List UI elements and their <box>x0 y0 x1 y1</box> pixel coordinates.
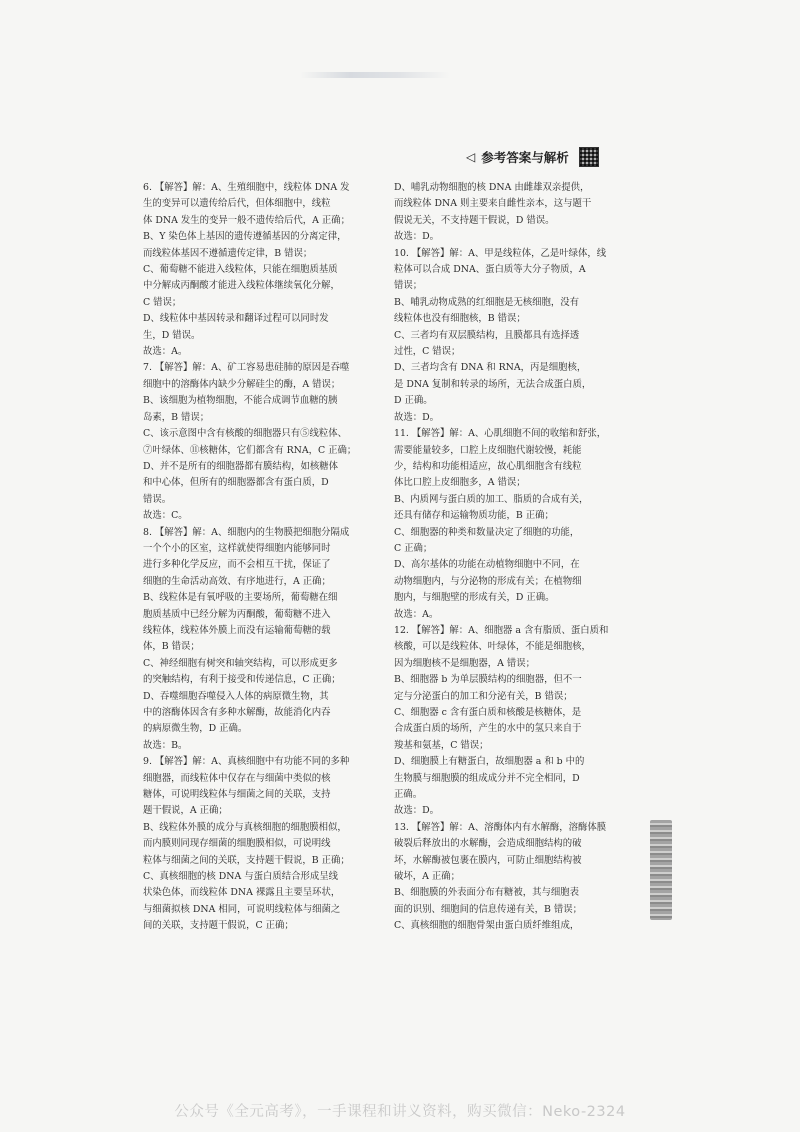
right-answer-block <box>394 820 620 935</box>
answer-line: B、该细胞为植物细胞，不能合成调节血糖的胰 <box>143 395 338 407</box>
answer-line: 故选：D。 <box>394 805 440 817</box>
answer-line: 粒体可以合成 DNA、蛋白质等大分子物质，A <box>394 264 586 276</box>
answer-line: C 正确； <box>394 542 433 554</box>
answer-line: C、葡萄糖不能进入线粒体，只能在细胞质基质 <box>143 264 338 276</box>
answer-line: 进行多种化学反应，而不会相互干扰，保证了 <box>143 559 331 571</box>
answer-line: 破裂后释放出的水解酶，会造成细胞结构的破 <box>394 838 582 850</box>
answer-line: 需要能量较多，口腔上皮细胞代谢较慢，耗能 <box>394 444 582 456</box>
answer-line: C、细胞器 c 含有蛋白质和核酸是核糖体，是 <box>394 707 582 718</box>
answer-line: 过性，C 错误； <box>394 346 461 358</box>
answer-line: 是 DNA 复制和转录的场所，无法合成蛋白质， <box>394 378 592 390</box>
answer-line: 生，D 错误。 <box>143 329 201 341</box>
answer-line: 10. 【解答】解：A、甲是线粒体，乙是叶绿体，线 <box>394 247 607 259</box>
answer-line: D、高尔基体的功能在动植物细胞中不同，在 <box>394 559 580 571</box>
answer-line: 中分解成丙酮酸才能进入线粒体继续氧化分解， <box>143 280 340 292</box>
answer-line: 胞内，与细胞壁的形成有关，D 正确。 <box>394 592 555 604</box>
answer-line: 错误。 <box>143 493 172 505</box>
watermark-text: 公众号《全元高考》，一手课程和讲义资料，购买微信：Neko-2324 <box>174 1104 626 1120</box>
answer-line: C、真核细胞的细胞骨架由蛋白质纤维组成， <box>394 920 580 932</box>
answer-line: 核酸，可以是线粒体、叶绿体，不能是细胞核， <box>394 641 591 653</box>
answer-line: C、三者均有双层膜结构，且膜都具有选择透 <box>394 329 580 341</box>
answer-line: B、Y 染色体上基因的遗传遵循基因的分离定律， <box>143 231 347 243</box>
answer-line: 生的变异可以遗传给后代，但体细胞中，线粒 <box>143 198 331 210</box>
answer-line: 故选：A。 <box>394 608 439 620</box>
left-answer-block <box>143 754 369 934</box>
answer-line: 12. 【解答】解：A、细胞器 a 含有脂质、蛋白质和 <box>394 624 609 636</box>
answer-line: 11. 【解答】解：A、心肌细胞不间的收缩和舒张， <box>394 428 607 440</box>
answer-line: D、哺乳动物细胞的核 DNA 由雌雄双亲提供， <box>394 182 590 193</box>
answer-line: 的突触结构，有利于接受和传递信息，C 正确； <box>143 674 341 686</box>
answer-line: 题干假说，A 正确； <box>143 805 228 817</box>
answer-line: 8. 【解答】解：A、细胞内的生物膜把细胞分隔成 <box>143 526 350 538</box>
left-answer-column <box>143 180 369 935</box>
answer-line: 而内膜则同现存细菌的细胞膜相似，可说明线 <box>143 838 331 850</box>
answer-line: 而线粒体基因不遵循遗传定律，B 错误； <box>143 247 313 259</box>
answer-line: B、哺乳动物成熟的红细胞是无核细胞，没有 <box>394 296 580 308</box>
answer-line: B、细胞膜的外表面分布有糖被，其与细胞表 <box>394 887 580 899</box>
right-answer-block <box>394 246 620 426</box>
answer-line: 线粒体，线粒体外膜上而没有运输葡萄糖的载 <box>143 624 331 636</box>
answer-line: 一个个小的区室，这样就使得细胞内能够同时 <box>143 542 331 554</box>
answer-line: 故选：D。 <box>394 231 440 243</box>
answer-line: 的病原微生物，D 正确。 <box>143 723 248 735</box>
answer-line: 坏，水解酶被包裹在膜内，可防止细胞结构被 <box>394 854 582 866</box>
answer-line: 体 DNA 发生的变异一般不遗传给后代，A 正确； <box>143 214 350 226</box>
right-answer-block <box>394 426 620 623</box>
page-header <box>466 146 606 168</box>
answer-line: C、真核细胞的核 DNA 与蛋白质结合形成呈线 <box>143 871 338 883</box>
answer-line: 粒体与细菌之间的关联，支持题干假说，B 正确； <box>143 854 350 866</box>
answer-line: 正确。 <box>394 789 423 801</box>
answer-line: 岛素，B 错误； <box>143 411 210 423</box>
answer-line: 细胞中的溶酶体内缺少分解硅尘的酶，A 错误； <box>143 378 341 390</box>
answer-line: 糖体，可说明线粒体与细菌之间的关联，支持 <box>143 789 331 801</box>
answer-line: 面的识别、细胞间的信息传递有关，B 错误； <box>394 903 582 915</box>
answer-line: 13. 【解答】解：A、溶酶体内有水解酶，溶酶体膜 <box>394 821 607 833</box>
answer-line: 故选：C。 <box>143 510 188 522</box>
answer-line: 线粒体也没有细胞核，B 错误； <box>394 313 526 325</box>
answer-line: 细胞的生命活动高效、有序地进行，A 正确； <box>143 575 331 587</box>
answer-line: 羧基和氨基，C 错误； <box>394 739 489 751</box>
qr-code-icon <box>579 147 599 167</box>
answer-line: 错误； <box>394 280 423 292</box>
answer-line: 9. 【解答】解：A、真核细胞中有功能不同的多种 <box>143 756 350 768</box>
answer-line: 还具有储存和运输物质功能，B 正确； <box>394 510 554 522</box>
answer-line: 少，结构和功能相适应，故心肌细胞含有线粒 <box>394 460 582 472</box>
answer-line: 6. 【解答】解：A、生殖细胞中，线粒体 DNA 发 <box>143 182 350 193</box>
left-answer-block <box>143 360 369 524</box>
answer-line: 合成蛋白质的场所，产生的水中的氢只来自于 <box>394 723 582 735</box>
answer-line: B、线粒体是有氧呼吸的主要场所，葡萄糖在细 <box>143 592 338 604</box>
answer-line: 与细菌拟核 DNA 相同，可说明线粒体与细菌之 <box>143 903 341 915</box>
answer-line: 细胞器，而线粒体中仅存在与细菌中类似的核 <box>143 772 331 784</box>
answer-line: 胞质基质中已经分解为丙酮酸，葡萄糖不进入 <box>143 608 331 620</box>
answer-line: C、神经细胞有树突和轴突结构，可以形成更多 <box>143 657 338 669</box>
answer-line: D、细胞膜上有糖蛋白，故细胞器 a 和 b 中的 <box>394 756 585 768</box>
answer-line: 生物膜与细胞膜的组成成分并不完全相同，D <box>394 772 580 784</box>
answer-line: 中的溶酶体因含有多种水解酶，故能消化内吞 <box>143 707 331 718</box>
answer-line: D、线粒体中基因转录和翻译过程可以同时发 <box>143 313 329 325</box>
answer-line: 体比口腔上皮细胞多，A 错误； <box>394 477 526 489</box>
answer-line: 因为细胞核不是细胞器，A 错误； <box>394 657 536 669</box>
answer-line: D、三者均含有 DNA 和 RNA，丙是细胞核， <box>394 362 587 374</box>
triangle-arrow-icon: ◁ <box>466 150 476 164</box>
right-answer-block <box>394 623 620 820</box>
answer-line: ⑦叶绿体、⑪核糖体，它们都含有 RNA，C 正确； <box>143 444 357 456</box>
right-answer-column <box>394 180 620 935</box>
answer-line: 状染色体，而线粒体 DNA 裸露且主要呈环状， <box>143 887 341 899</box>
answer-line: 间的关联，支持题干假说，C 正确； <box>143 920 294 932</box>
right-answer-block <box>394 180 620 246</box>
answer-line: B、细胞器 b 为单层膜结构的细胞器，但不一 <box>394 674 582 686</box>
answer-line: 而线粒体 DNA 则主要来自雌性亲本，这与题干 <box>394 198 592 210</box>
answer-line: 定与分泌蛋白的加工和分泌有关，B 错误； <box>394 690 573 702</box>
answer-line: C 错误； <box>143 296 182 308</box>
answer-line: 故选：D。 <box>394 411 440 423</box>
answer-line: C、细胞器的种类和数量决定了细胞的功能， <box>394 526 580 538</box>
left-answer-block <box>143 180 369 360</box>
answer-line: D、吞噬细胞吞噬侵入人体的病原微生物，其 <box>143 690 329 702</box>
answer-line: 动物细胞内，与分泌物的形成有关；在植物细 <box>394 575 582 587</box>
answer-line: D、并不是所有的细胞器都有膜结构，如核糖体 <box>143 460 339 472</box>
answer-line: 7. 【解答】解：A、矿工容易患硅肺的原因是吞噬 <box>143 362 350 374</box>
answer-line: 故选：B。 <box>143 739 188 751</box>
answer-line: 故选：A。 <box>143 346 188 358</box>
answer-line: B、线粒体外膜的成分与真核细胞的细胞膜相似， <box>143 821 347 833</box>
section-title: 参考答案与解析 <box>481 150 569 165</box>
answer-line: 和中心体，但所有的细胞器都含有蛋白质，D <box>143 477 329 489</box>
answer-line: D 正确。 <box>394 395 433 407</box>
answer-line: 破坏，A 正确； <box>394 871 461 883</box>
answer-line: C、该示意图中含有核酸的细胞器只有⑤线粒体、 <box>143 428 348 440</box>
left-answer-block <box>143 525 369 755</box>
answer-line: 体，B 错误； <box>143 641 200 653</box>
answer-line: B、内质网与蛋白质的加工、脂质的合成有关， <box>394 493 589 505</box>
scan-smudge <box>300 72 450 78</box>
answer-line: 假说无关，不支持题干假说，D 错误。 <box>394 214 555 226</box>
side-tab-marker <box>650 820 672 920</box>
